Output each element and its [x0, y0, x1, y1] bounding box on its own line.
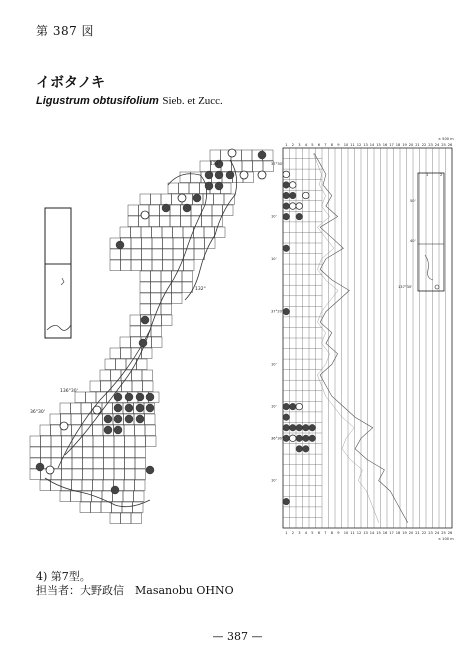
record-dot: [289, 424, 296, 431]
grid-bottom-label: 3: [298, 531, 301, 535]
inset-label: 2: [440, 173, 443, 177]
record-open-circle: [302, 192, 309, 199]
record-dot: [302, 446, 309, 453]
grid-top-label: 13: [363, 143, 368, 147]
record-open-circle: [289, 182, 296, 189]
grid-top-label: 11: [350, 143, 355, 147]
genus-species: Ligustrum obtusifolium: [36, 95, 159, 107]
grid-side-label: 10': [271, 256, 277, 261]
grid-top-label: 6: [317, 143, 321, 147]
grid-bottom-label: 26: [447, 531, 453, 535]
record-dot: [146, 404, 154, 412]
record-dot: [141, 316, 149, 324]
grid-bottom-label: 8: [330, 531, 334, 535]
record-dot: [283, 498, 290, 505]
right-elevation-grid: [283, 148, 452, 528]
record-dot: [136, 415, 144, 423]
record-dot: [283, 192, 290, 199]
record-dot: [205, 182, 213, 190]
grid-side-label: 10': [271, 214, 277, 219]
grid-top-label: 25: [441, 143, 446, 147]
grid-top-label: 14: [369, 143, 375, 147]
grid-bottom-label: 23: [428, 531, 433, 535]
record-open-circle: [178, 194, 186, 202]
record-dot: [114, 426, 122, 434]
record-dot: [162, 204, 170, 212]
grid-top-label: 21: [415, 143, 420, 147]
record-dot: [215, 182, 223, 190]
record-dot: [283, 213, 290, 220]
grid-top-label: 24: [434, 143, 440, 147]
record-dot: [125, 404, 133, 412]
grid-side-label: 36°30': [271, 436, 283, 441]
grid-bottom-label: 21: [415, 531, 420, 535]
grid-top-label: 8: [330, 143, 334, 147]
figure-label: 第 387 図: [36, 24, 95, 38]
record-dot: [283, 403, 290, 410]
grid-top-label: 3: [298, 143, 301, 147]
grid-top-label: 15: [376, 143, 381, 147]
grid-bottom-label: 17: [389, 531, 394, 535]
grid-bottom-label: 19: [402, 531, 407, 535]
record-dot: [283, 182, 290, 189]
grid-top-label: 1: [285, 143, 288, 147]
grid-bottom-label: 22: [421, 531, 427, 535]
grid-bottom-label: 5: [311, 531, 314, 535]
grid-top-label: 5: [311, 143, 314, 147]
record-dot: [36, 463, 44, 471]
grid-top-label: 19: [402, 143, 407, 147]
left-map-coord-labels: [30, 161, 221, 415]
coord-label: 36°30': [30, 410, 45, 415]
record-dot: [136, 393, 144, 401]
grid-top-unit: × 500 m: [438, 137, 454, 141]
coord-label: 136°30': [60, 389, 78, 394]
grid-top-label: 20: [408, 143, 414, 147]
right-grid-labels: [271, 137, 454, 541]
record-open-circle: [296, 403, 303, 410]
left-inset-map: [45, 208, 71, 338]
grid-bottom-label: 16: [382, 531, 388, 535]
record-dot: [183, 204, 191, 212]
record-dot: [114, 404, 122, 412]
record-dot: [283, 308, 290, 315]
grid-bottom-unit: × 100 m: [438, 537, 454, 541]
grid-bottom-label: 12: [356, 531, 362, 535]
inset-label: 1: [426, 173, 429, 177]
coord-label: 132°: [195, 287, 206, 292]
grid-top-label: 7: [324, 143, 327, 147]
record-dot: [116, 241, 124, 249]
record-dot: [309, 424, 316, 431]
record-dot: [289, 192, 296, 199]
record-dot: [125, 393, 133, 401]
record-dot: [289, 403, 296, 410]
record-open-circle: [141, 211, 149, 219]
record-dot: [146, 466, 154, 474]
grid-bottom-label: 24: [434, 531, 440, 535]
record-dot: [296, 435, 303, 442]
grid-bottom-label: 13: [363, 531, 368, 535]
grid-side-label: 10': [271, 362, 277, 367]
record-dot: [309, 435, 316, 442]
record-dot: [302, 435, 309, 442]
record-dot: [114, 415, 122, 423]
record-open-circle: [93, 406, 101, 414]
record-dot: [283, 245, 290, 252]
record-dot: [296, 446, 303, 453]
record-open-circle: [60, 422, 68, 430]
grid-bottom-label: 10: [343, 531, 349, 535]
record-dot: [111, 486, 119, 494]
record-dot: [146, 393, 154, 401]
caption-type: 4) 第7型。: [36, 570, 91, 583]
inset-label: 137°30': [398, 285, 413, 289]
grid-bottom-label: 9: [337, 531, 340, 535]
record-dot: [283, 203, 290, 210]
grid-top-label: 23: [428, 143, 433, 147]
right-inset-map: [418, 173, 444, 291]
grid-side-label: 37°30': [271, 161, 283, 166]
record-open-circle: [258, 171, 266, 179]
record-dot: [104, 426, 112, 434]
record-dot: [283, 414, 290, 421]
record-dot: [283, 435, 290, 442]
grid-bottom-label: 15: [376, 531, 381, 535]
grid-top-label: 2: [291, 143, 295, 147]
grid-bottom-label: 11: [350, 531, 355, 535]
grid-bottom-label: 4: [304, 531, 308, 535]
record-open-circle: [289, 203, 296, 210]
grid-side-label: 10': [271, 404, 277, 409]
grid-bottom-label: 7: [324, 531, 327, 535]
inset-label: 50': [410, 199, 416, 203]
record-open-circle: [283, 171, 290, 178]
inset-label: 40': [410, 239, 416, 243]
grid-side-label: 37°20': [271, 309, 283, 314]
grid-bottom-label: 18: [395, 531, 401, 535]
grid-top-label: 9: [337, 143, 340, 147]
coord-label: 133°: [210, 162, 221, 167]
record-dot: [205, 171, 213, 179]
grid-side-label: 10': [271, 478, 277, 483]
grid-bottom-label: 1: [285, 531, 288, 535]
record-dot: [215, 171, 223, 179]
grid-top-label: 12: [356, 143, 362, 147]
grid-bottom-label: 2: [291, 531, 295, 535]
record-dot: [302, 424, 309, 431]
page-number: — 387 —: [212, 630, 263, 643]
record-dot: [125, 415, 133, 423]
record-open-circle: [289, 435, 296, 442]
record-dot: [193, 194, 201, 202]
grid-bottom-label: 20: [408, 531, 414, 535]
record-dot: [296, 213, 303, 220]
record-dot: [226, 171, 234, 179]
grid-top-label: 10: [343, 143, 349, 147]
left-map-coast: [45, 160, 237, 507]
grid-top-label: 22: [421, 143, 427, 147]
record-open-circle: [228, 149, 236, 157]
grid-bottom-label: 6: [317, 531, 321, 535]
grid-bottom-label: 14: [369, 531, 375, 535]
grid-bottom-label: 25: [441, 531, 446, 535]
grid-top-label: 16: [382, 143, 388, 147]
grid-top-label: 4: [304, 143, 308, 147]
grid-top-label: 18: [395, 143, 401, 147]
record-dot: [136, 404, 144, 412]
record-dot: [114, 393, 122, 401]
record-open-circle: [240, 171, 248, 179]
record-open-circle: [46, 466, 54, 474]
record-dot: [283, 424, 290, 431]
record-dot: [258, 151, 266, 159]
record-dot: [296, 424, 303, 431]
record-dot: [139, 339, 147, 347]
record-dot: [104, 415, 112, 423]
caption-author: 担当者：大野政信 Masanobu OHNO: [36, 584, 234, 597]
grid-top-label: 26: [447, 143, 453, 147]
species-japanese-name: イボタノキ: [36, 75, 106, 91]
species-author: Sieb. et Zucc.: [162, 95, 223, 107]
grid-top-label: 17: [389, 143, 394, 147]
record-open-circle: [296, 203, 303, 210]
